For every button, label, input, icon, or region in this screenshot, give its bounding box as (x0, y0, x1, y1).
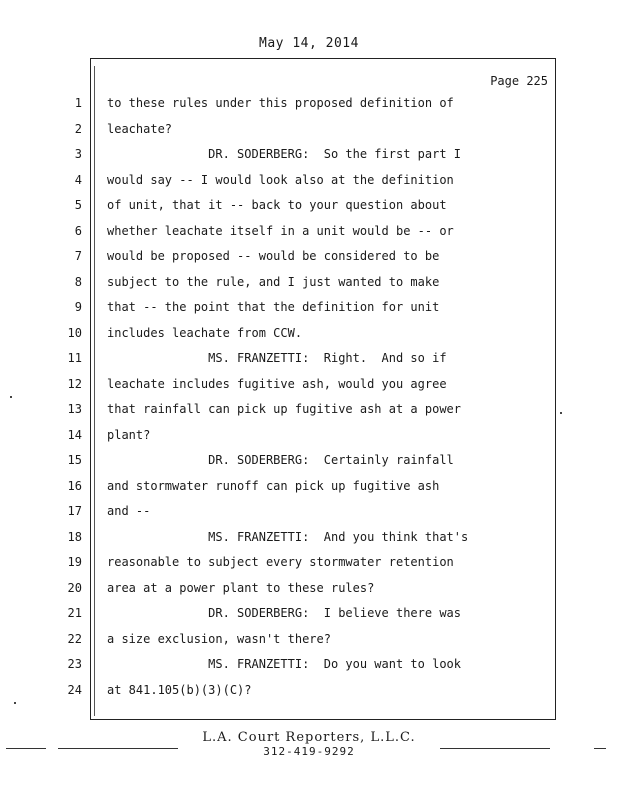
scan-dot (10, 396, 12, 398)
line-text: leachate includes fugitive ash, would you agree (107, 376, 447, 391)
line-text: subject to the rule, and I just wanted to make (107, 274, 440, 289)
transcript-line (0, 427, 618, 453)
line-text: whether leachate itself in a unit would be -- or (107, 223, 454, 238)
transcript-line (0, 478, 618, 504)
line-text: DR. SODERBERG: So the first part I (107, 147, 462, 161)
transcript-line (0, 631, 618, 657)
line-text: MS. FRANZETTI: Do you want to look (107, 657, 462, 671)
line-text: at 841.105(b)(3)(C)? (107, 682, 252, 697)
line-number: 5 (74, 198, 82, 212)
line-number: 22 (67, 631, 82, 646)
line-text: includes leachate from CCW. (107, 325, 303, 340)
line-number: 23 (67, 657, 82, 671)
transcript-line (0, 248, 618, 274)
scan-rule-right (440, 748, 550, 749)
line-text: to these rules under this proposed definition of (107, 96, 454, 110)
line-text: that rainfall can pick up fugitive ash at a power (107, 402, 462, 416)
line-number: 19 (67, 555, 82, 569)
page-number: Page 225 (490, 74, 548, 88)
transcript-line (0, 172, 618, 198)
scan-dot (14, 702, 16, 704)
transcript-line (0, 325, 618, 351)
line-text: reasonable to subject every stormwater retention (107, 555, 454, 569)
transcript-line (0, 299, 618, 325)
line-text: DR. SODERBERG: I believe there was (107, 606, 462, 620)
line-text: plant? (107, 427, 151, 442)
line-text: area at a power plant to these rules? (107, 580, 375, 595)
line-text: that -- the point that the definition for unit (107, 300, 440, 314)
transcript-line (0, 656, 618, 682)
line-number: 3 (74, 147, 82, 161)
line-text: leachate? (107, 121, 173, 136)
line-text: DR. SODERBERG: Certainly rainfall (107, 453, 454, 467)
line-number: 8 (74, 274, 82, 289)
line-number: 16 (67, 478, 82, 493)
line-number: 11 (67, 351, 82, 365)
transcript-line (0, 554, 618, 580)
line-number: 15 (67, 453, 82, 467)
transcript-line (0, 95, 618, 121)
transcript-line (0, 605, 618, 631)
line-text: and -- (107, 504, 151, 518)
transcript-line (0, 401, 618, 427)
line-number: 12 (67, 376, 82, 391)
transcript-line (0, 274, 618, 300)
transcript-line (0, 580, 618, 606)
line-text: of unit, that it -- back to your question about (107, 198, 447, 212)
transcript-line (0, 529, 618, 555)
line-number: 9 (74, 300, 82, 314)
line-number: 14 (67, 427, 82, 442)
footer-phone: 312-419-9292 (263, 745, 355, 758)
transcript-line (0, 452, 618, 478)
line-number: 6 (74, 223, 82, 238)
transcript-line (0, 197, 618, 223)
scan-rule-far-right (594, 748, 606, 749)
line-number: 4 (74, 172, 82, 187)
scan-rule-left (6, 748, 46, 749)
line-number: 10 (67, 325, 82, 340)
line-number: 17 (67, 504, 82, 518)
line-text: MS. FRANZETTI: And you think that's (107, 529, 469, 544)
line-text: would say -- I would look also at the definition (107, 172, 454, 187)
line-number: 24 (67, 682, 82, 697)
line-number: 21 (67, 606, 82, 620)
line-text: and stormwater runoff can pick up fugitive ash (107, 478, 440, 493)
line-text: a size exclusion, wasn't there? (107, 631, 331, 646)
line-number: 13 (67, 402, 82, 416)
transcript-line (0, 223, 618, 249)
scan-rule-left-mid (58, 748, 178, 749)
transcript-line (0, 503, 618, 529)
line-number: 7 (74, 249, 82, 263)
header-date: May 14, 2014 (259, 36, 359, 51)
transcript-line (0, 146, 618, 172)
transcript-line (0, 121, 618, 147)
line-text: MS. FRANZETTI: Right. And so if (107, 351, 447, 365)
line-number: 2 (74, 121, 82, 136)
line-number: 18 (67, 529, 82, 544)
transcript-line (0, 682, 618, 708)
footer-firm-name: L.A. Court Reporters, L.L.C. (202, 730, 416, 745)
line-text: would be proposed -- would be considered to be (107, 249, 440, 263)
transcript-line (0, 350, 618, 376)
line-number: 20 (67, 580, 82, 595)
line-number: 1 (74, 96, 82, 110)
scan-dot (560, 412, 562, 414)
transcript-line (0, 376, 618, 402)
